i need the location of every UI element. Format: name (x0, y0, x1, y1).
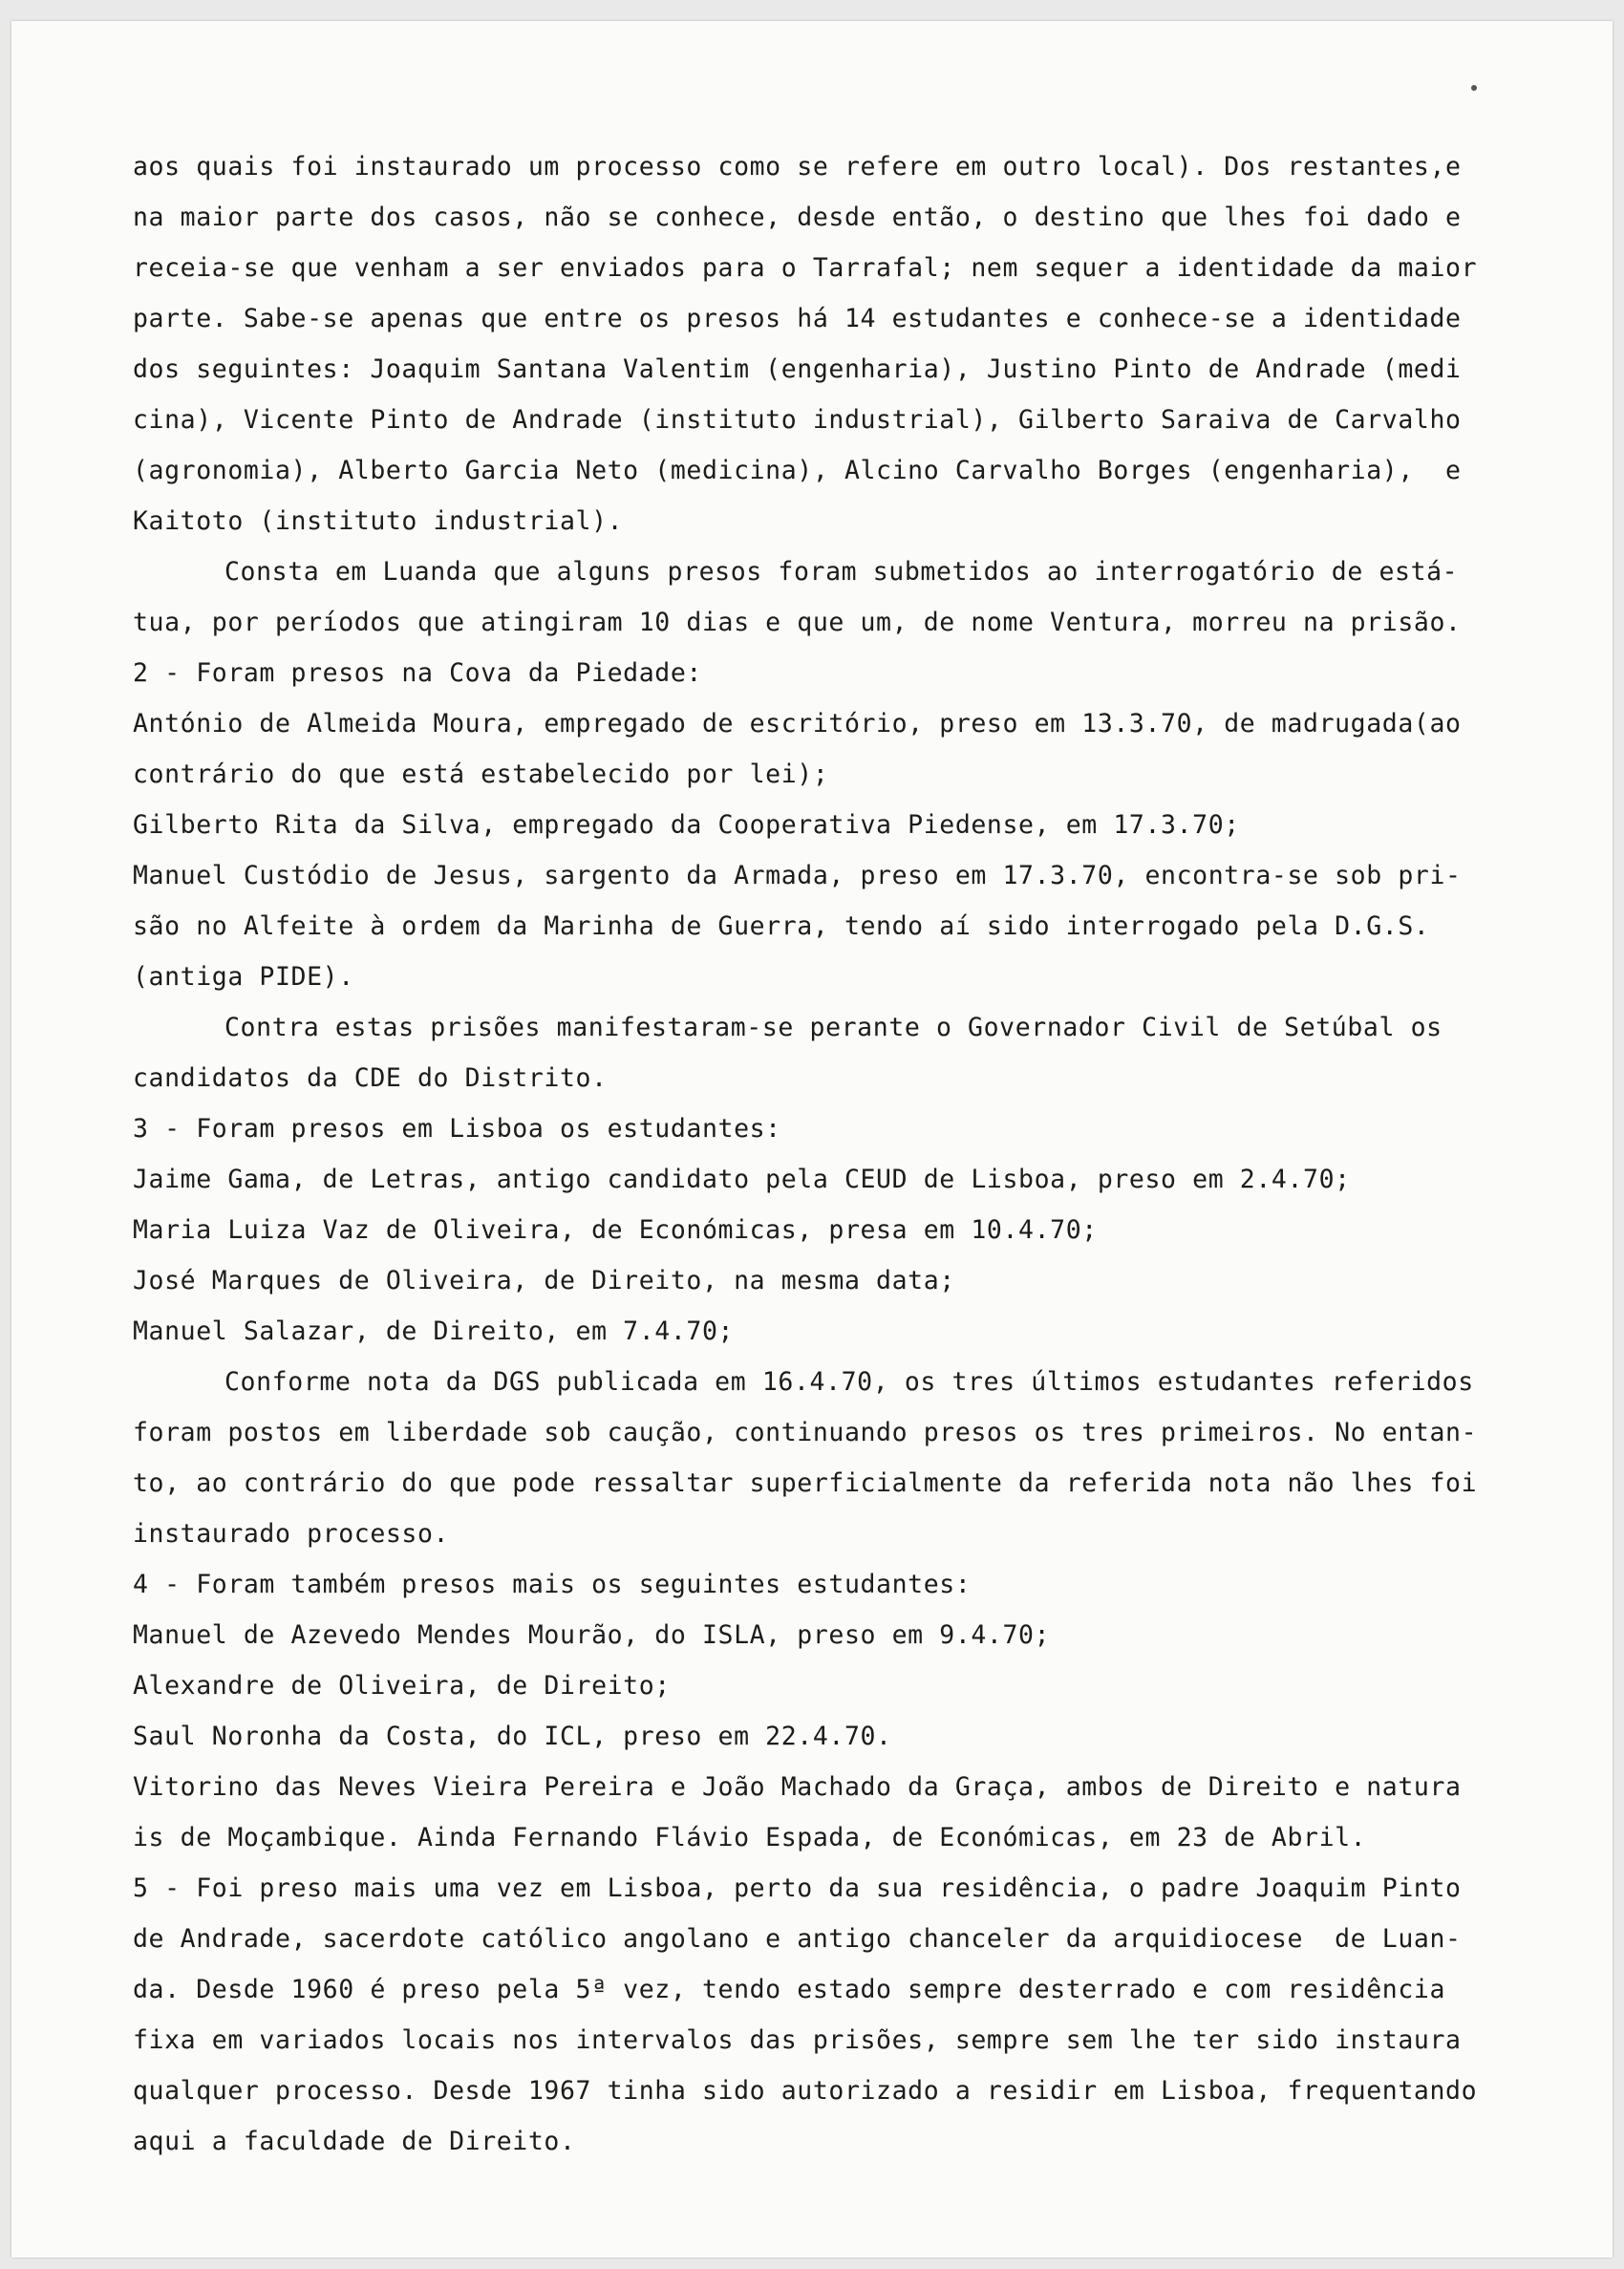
text-line: Conforme nota da DGS publicada em 16.4.70, os tres últimos estudantes referidos (224, 1367, 1474, 1397)
text-line: parte. Sabe-se apenas que entre os presos há 14 estudantes e conhece-se a identidade (133, 304, 1462, 333)
text-line: tua, por períodos que atingiram 10 dias e que um, de nome Ventura, morreu na prisão. (133, 608, 1462, 637)
text-line: Gilberto Rita da Silva, empregado da Cooperativa Piedense, em 17.3.70; (133, 810, 1240, 840)
text-line: 5 - Foi preso mais uma vez em Lisboa, perto da sua residência, o padre Joaquim Pinto (133, 1873, 1462, 1903)
text-line: Kaitoto (instituto industrial). (133, 506, 624, 536)
text-line: aqui a faculdade de Direito. (133, 2127, 576, 2156)
text-line: António de Almeida Moura, empregado de escritório, preso em 13.3.70, de madrugada(ao (133, 709, 1462, 738)
text-line: aos quais foi instaurado um processo como se refere em outro local). Dos restantes,e (133, 152, 1462, 182)
text-line: Vitorino das Neves Vieira Pereira e João Machado da Graça, ambos de Direito e natura (133, 1772, 1462, 1802)
text-line: contrário do que está estabelecido por lei); (133, 760, 829, 789)
text-line: Manuel Salazar, de Direito, em 7.4.70; (133, 1316, 735, 1346)
text-line: is de Moçambique. Ainda Fernando Flávio Espada, de Económicas, em 23 de Abril. (133, 1823, 1367, 1852)
text-line: receia-se que venham a ser enviados para o Tarrafal; nem sequer a identidade da maior (133, 253, 1478, 283)
text-line: José Marques de Oliveira, de Direito, na mesma data; (133, 1266, 955, 1295)
document-body (133, 141, 1489, 2167)
text-line: 3 - Foram presos em Lisboa os estudantes: (133, 1114, 781, 1144)
text-line: fixa em variados locais nos intervalos das prisões, sempre sem lhe ter sido instaura (133, 2025, 1462, 2055)
text-line: da. Desde 1960 é preso pela 5ª vez, tendo estado sempre desterrado e com residência (133, 1975, 1446, 2004)
text-line: Saul Noronha da Costa, do ICL, preso em 22.4.70. (133, 1722, 892, 1751)
text-line: Manuel de Azevedo Mendes Mourão, do ISLA, preso em 9.4.70; (133, 1620, 1051, 1650)
text-line: Contra estas prisões manifestaram-se perante o Governador Civil de Setúbal os (224, 1013, 1442, 1042)
text-line: foram postos em liberdade sob caução, continuando presos os tres primeiros. No entan- (133, 1418, 1478, 1447)
text-line: instaurado processo. (133, 1519, 450, 1549)
text-line: 2 - Foram presos na Cova da Piedade: (133, 658, 702, 688)
text-line: Jaime Gama, de Letras, antigo candidato pela CEUD de Lisboa, preso em 2.4.70; (133, 1165, 1351, 1194)
text-line: de Andrade, sacerdote católico angolano e antigo chanceler da arquidiocese de Luan- (133, 1924, 1462, 1954)
text-line: candidatos da CDE do Distrito. (133, 1063, 608, 1093)
text-line: qualquer processo. Desde 1967 tinha sido autorizado a residir em Lisboa, frequentando (133, 2076, 1478, 2106)
text-line: na maior parte dos casos, não se conhece, desde então, o destino que lhes foi dado e (133, 203, 1462, 232)
text-line: cina), Vicente Pinto de Andrade (instituto industrial), Gilberto Saraiva de Carvalho (133, 405, 1462, 435)
text-line: Maria Luiza Vaz de Oliveira, de Económicas, presa em 10.4.70; (133, 1215, 1098, 1245)
text-line: são no Alfeite à ordem da Marinha de Guerra, tendo aí sido interrogado pela D.G.S. (133, 911, 1430, 941)
text-line: Alexandre de Oliveira, de Direito; (133, 1671, 671, 1701)
text-line: Manuel Custódio de Jesus, sargento da Armada, preso em 17.3.70, encontra-se sob pri- (133, 861, 1462, 890)
text-line: dos seguintes: Joaquim Santana Valentim (engenharia), Justino Pinto de Andrade (medi (133, 354, 1462, 384)
document-page (11, 21, 1613, 2258)
text-line: (antiga PIDE). (133, 962, 354, 992)
text-line: (agronomia), Alberto Garcia Neto (medicina), Alcino Carvalho Borges (engenharia), e (133, 456, 1462, 485)
text-line: 4 - Foram também presos mais os seguintes estudantes: (133, 1570, 972, 1599)
text-line: Consta em Luanda que alguns presos foram submetidos ao interrogatório de está- (224, 557, 1459, 587)
text-line: to, ao contrário do que pode ressaltar superficialmente da referida nota não lhes foi (133, 1468, 1478, 1498)
ink-speck (1471, 85, 1477, 91)
